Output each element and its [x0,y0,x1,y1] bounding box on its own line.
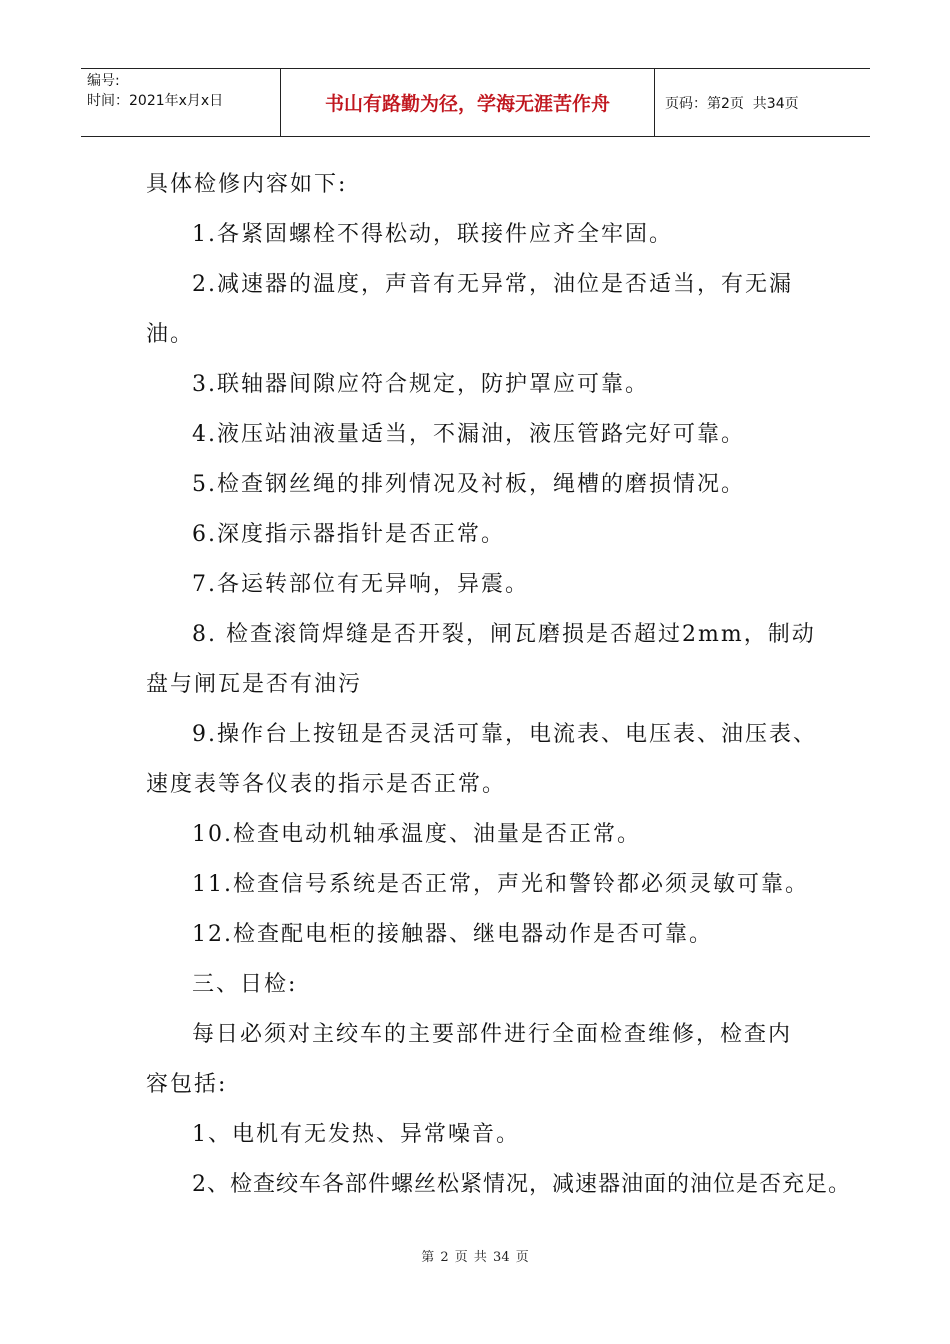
body-line: 油。 [146,322,195,347]
header-page-label: 页码：第2页 共34页 [665,95,799,112]
body-line: 10.检查电动机轴承温度、油量是否正常。 [192,822,641,847]
body-line: 9.操作台上按钮是否灵活可靠，电流表、电压表、油压表、 [192,722,817,747]
section-heading: 三、日检: [192,972,298,997]
body-line: 速度表等各仪表的指示是否正常。 [146,772,507,797]
header-meta-cell [81,69,281,136]
body-line: 3.联轴器间隙应符合规定，防护罩应可靠。 [192,372,649,397]
header-page-cell [655,69,870,136]
body-line: 2、检查绞车各部件螺丝松紧情况，减速器油面的油位是否充足。 [192,1172,851,1197]
body-line: 12.检查配电柜的接触器、继电器动作是否可靠。 [192,922,713,947]
document-number-label: 编号: [87,73,120,89]
header-motto: 书山有路勤为径，学海无涯苦作舟 [324,93,610,115]
body-line: 5.检查钢丝绳的排列情况及衬板，绳槽的磨损情况。 [192,472,745,497]
body-line: 11.检查信号系统是否正常，声光和警铃都必须灵敏可靠。 [192,872,809,897]
document-header [81,68,870,137]
body-line: 8. 检查滚筒焊缝是否开裂，闸瓦磨损是否超过2mm，制动 [192,622,816,647]
document-body [146,160,851,1210]
header-motto-cell [281,69,655,136]
body-line: 6.深度指示器指针是否正常。 [192,522,505,547]
page-footer: 第 2 页 共 34 页 [421,1250,529,1265]
body-line: 2.减速器的温度，声音有无异常，油位是否适当，有无漏 [192,272,793,297]
body-line: 1.各紧固螺栓不得松动，联接件应齐全牢固。 [192,222,673,247]
body-line: 1、电机有无发热、异常噪音。 [192,1122,520,1147]
body-line: 每日必须对主绞车的主要部件进行全面检查维修，检查内 [192,1022,793,1047]
body-line: 盘与闸瓦是否有油污 [146,672,363,697]
document-date-label: 时间：2021年x月x日 [87,93,224,109]
body-line: 容包括: [146,1072,228,1097]
body-line: 7.各运转部位有无异响，异震。 [192,572,529,597]
body-line: 4.液压站油液量适当，不漏油，液压管路完好可靠。 [192,422,745,447]
body-line: 具体检修内容如下: [146,172,348,197]
